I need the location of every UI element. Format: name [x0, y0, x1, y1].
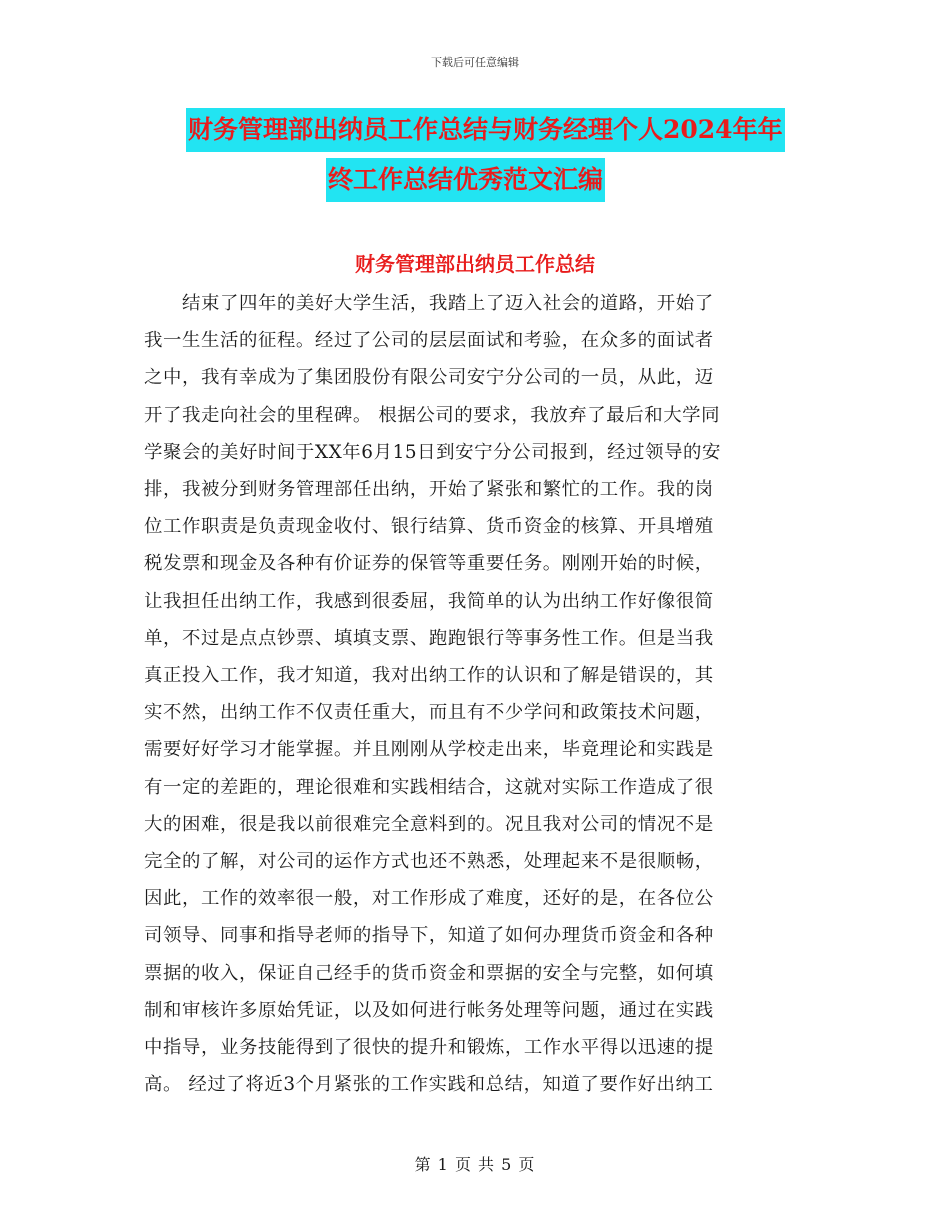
body-line: 位工作职责是负责现金收付、银行结算、货币资金的核算、开具增殖	[144, 516, 714, 538]
body-line: 大的困难，很是我以前很难完全意料到的。况且我对公司的情况不是	[144, 813, 714, 835]
body-line: 学聚会的美好时间于XX年6月15日到安宁分公司报到，经过领导的安	[144, 441, 722, 463]
body-line: 之中，我有幸成为了集团股份有限公司安宁分公司的一员，从此，迈	[144, 367, 714, 389]
body-line: 制和审核许多原始凭证，以及如何进行帐务处理等问题，通过在实践	[144, 999, 714, 1021]
body-line: 因此，工作的效率很一般，对工作形成了难度，还好的是，在各位公	[144, 888, 714, 910]
body-line: 有一定的差距的，理论很难和实践相结合，这就对实际工作造成了很	[144, 776, 714, 798]
title-line-1: 财务管理部出纳员工作总结与财务经理个人2024年年	[186, 108, 785, 152]
body-line: 实不然，出纳工作不仅责任重大，而且有不少学问和政策技术问题，	[144, 702, 714, 724]
body-line: 需要好好学习才能掌握。并且刚刚从学校走出来，毕竟理论和实践是	[144, 739, 714, 761]
body-line: 开了我走向社会的里程碑。 根据公司的要求，我放弃了最后和大学同	[144, 404, 721, 426]
body-line: 我一生生活的征程。经过了公司的层层面试和考验，在众多的面试者	[144, 330, 714, 352]
body-line: 高。 经过了将近3个月紧张的工作实践和总结，知道了要作好出纳工	[144, 1074, 714, 1096]
title-line-2: 终工作总结优秀范文汇编	[326, 158, 605, 202]
body-line: 让我担任出纳工作，我感到很委屈，我简单的认为出纳工作好像很简	[144, 590, 714, 612]
body-paragraph	[144, 285, 808, 1103]
body-line: 票据的收入，保证自己经手的货币资金和票据的安全与完整，如何填	[144, 962, 714, 984]
body-line: 完全的了解，对公司的运作方式也还不熟悉，处理起来不是很顺畅，	[144, 851, 714, 873]
header-note: 下载后可任意编辑	[431, 56, 519, 69]
section-title: 财务管理部出纳员工作总结	[355, 252, 595, 276]
body-line: 结束了四年的美好大学生活，我踏上了迈入社会的道路，开始了	[144, 293, 714, 314]
body-line: 中指导，业务技能得到了很快的提升和锻炼，工作水平得以迅速的提	[144, 1037, 714, 1059]
body-line: 司领导、同事和指导老师的指导下，知道了如何办理货币资金和各种	[144, 925, 714, 947]
body-line: 单，不过是点点钞票、填填支票、跑跑银行等事务性工作。但是当我	[144, 627, 714, 649]
body-line: 真正投入工作，我才知道，我对出纳工作的认识和了解是错误的，其	[144, 665, 714, 687]
page-number-footer: 第 1 页 共 5 页	[414, 1155, 536, 1174]
body-line: 税发票和现金及各种有价证券的保管等重要任务。刚刚开始的时候，	[144, 553, 714, 575]
body-line: 排，我被分到财务管理部任出纳，开始了紧张和繁忙的工作。我的岗	[144, 479, 714, 501]
